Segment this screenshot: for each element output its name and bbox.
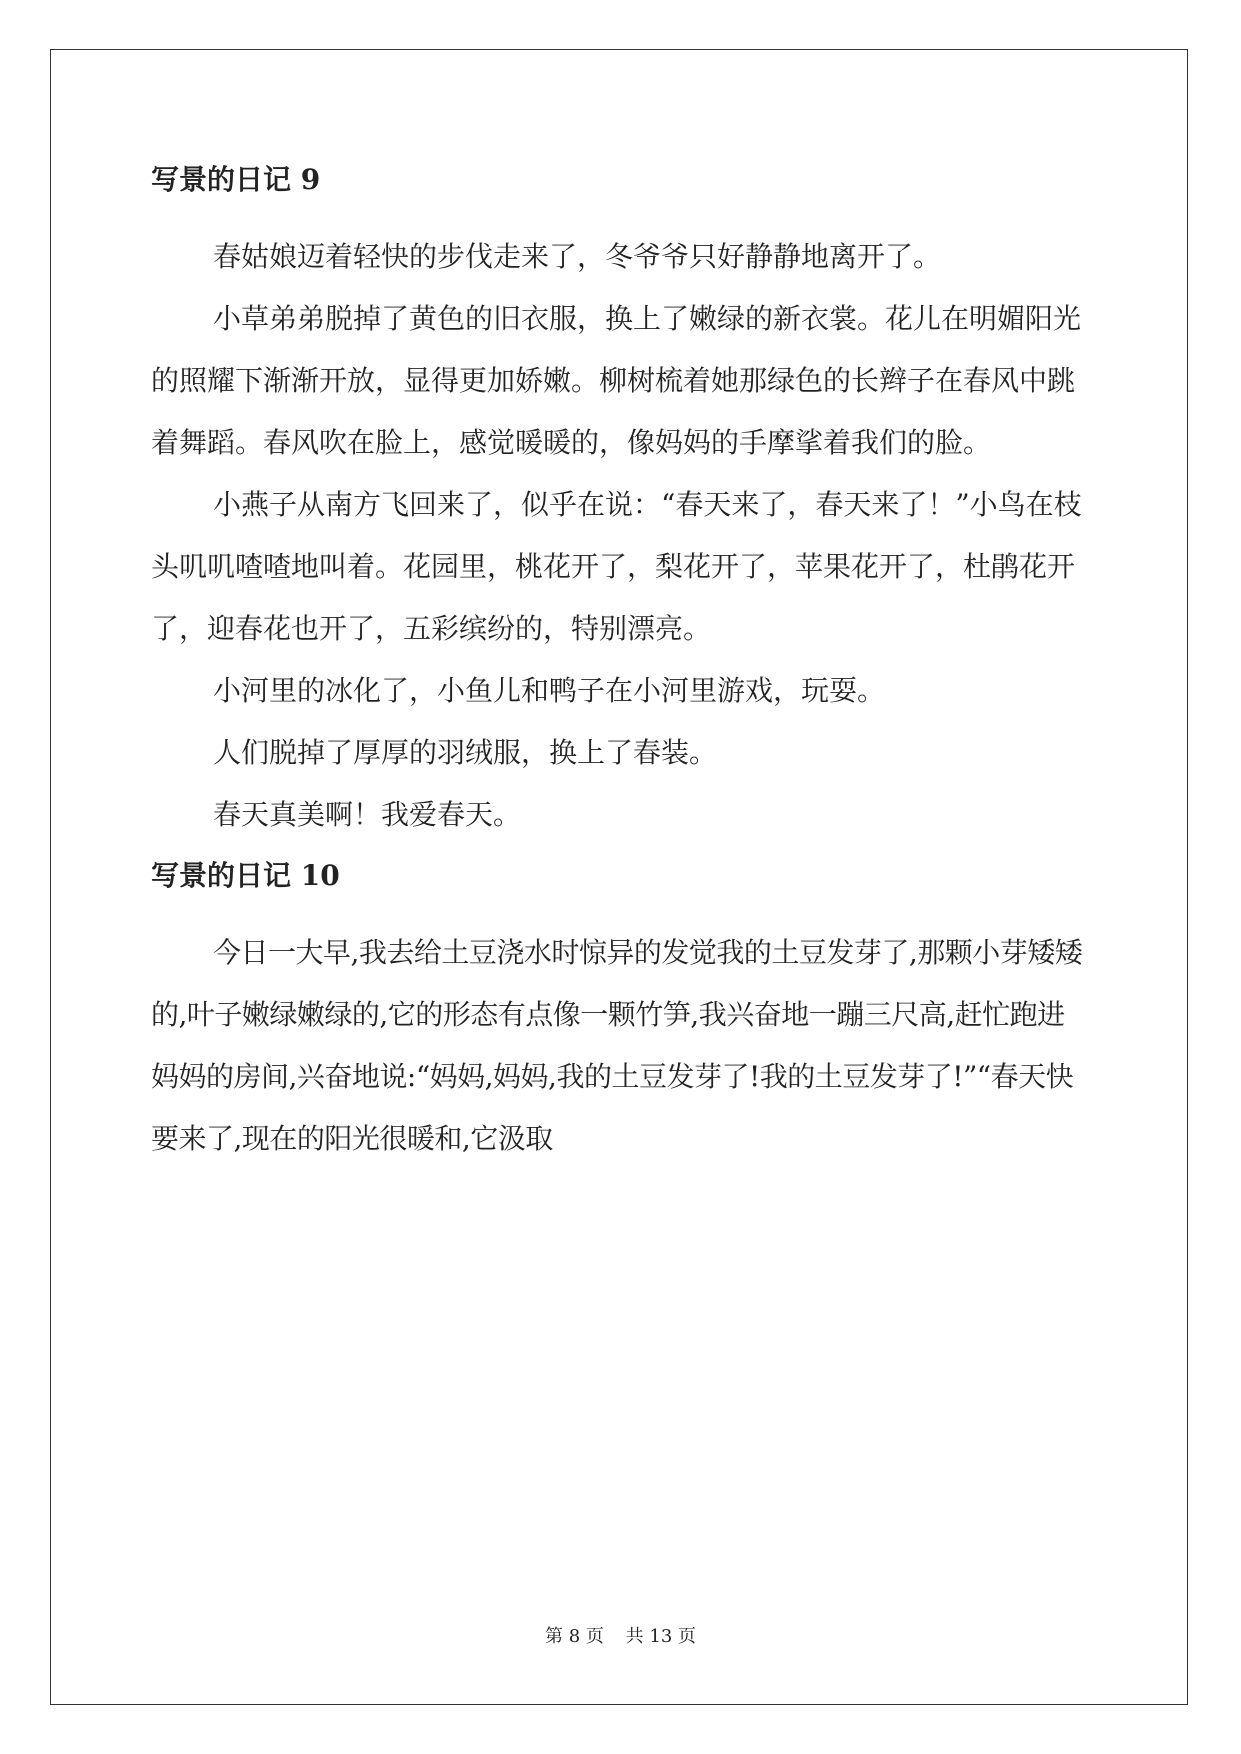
page-total: 共 13 页 — [625, 1626, 696, 1647]
paragraph: 今日一大早,我去给土豆浇水时惊异的发觉我的土豆发芽了,那颗小芽矮矮的,叶子嫩绿嫩绿的,它的形态有点像一颗竹笋,我兴奋地一蹦三尺高,赶忙跑进妈妈的房间,兴奋地说:“妈妈,妈妈,我的土豆发芽了!我的土豆发芽了!”“春天快要来了,现在的阳光很暖和,它汲取 — [151, 936, 1083, 1155]
page-footer — [0, 1622, 1241, 1648]
document-body — [151, 160, 1091, 1170]
paragraph: 小草弟弟脱掉了黄色的旧衣服，换上了嫩绿的新衣裳。花儿在明媚阳光的照耀下渐渐开放，显得更加娇嫩。柳树梳着她那绿色的长辫子在春风中跳着舞蹈。春风吹在脸上，感觉暖暖的，像妈妈的手摩挲着我们的脸。 — [151, 302, 1082, 459]
section-title: 写景的日记 9 — [151, 163, 321, 196]
paragraph: 人们脱掉了厚厚的羽绒服，换上了春装。 — [213, 736, 718, 769]
paragraph: 春姑娘迈着轻快的步伐走来了，冬爷爷只好静静地离开了。 — [213, 240, 942, 273]
section-title: 写景的日记 10 — [151, 859, 340, 892]
paragraph: 小河里的冰化了，小鱼儿和鸭子在小河里游戏，玩耍。 — [213, 674, 886, 707]
paragraph: 小燕子从南方飞回来了，似乎在说：“春天来了，春天来了！”小鸟在枝头叽叽喳喳地叫着。花园里，桃花开了，梨花开了，苹果花开了，杜鹃花开了，迎春花也开了，五彩缤纷的，特别漂亮。 — [151, 488, 1082, 645]
paragraph: 春天真美啊！我爱春天。 — [213, 798, 522, 831]
page-number: 第 8 页 — [545, 1626, 604, 1647]
